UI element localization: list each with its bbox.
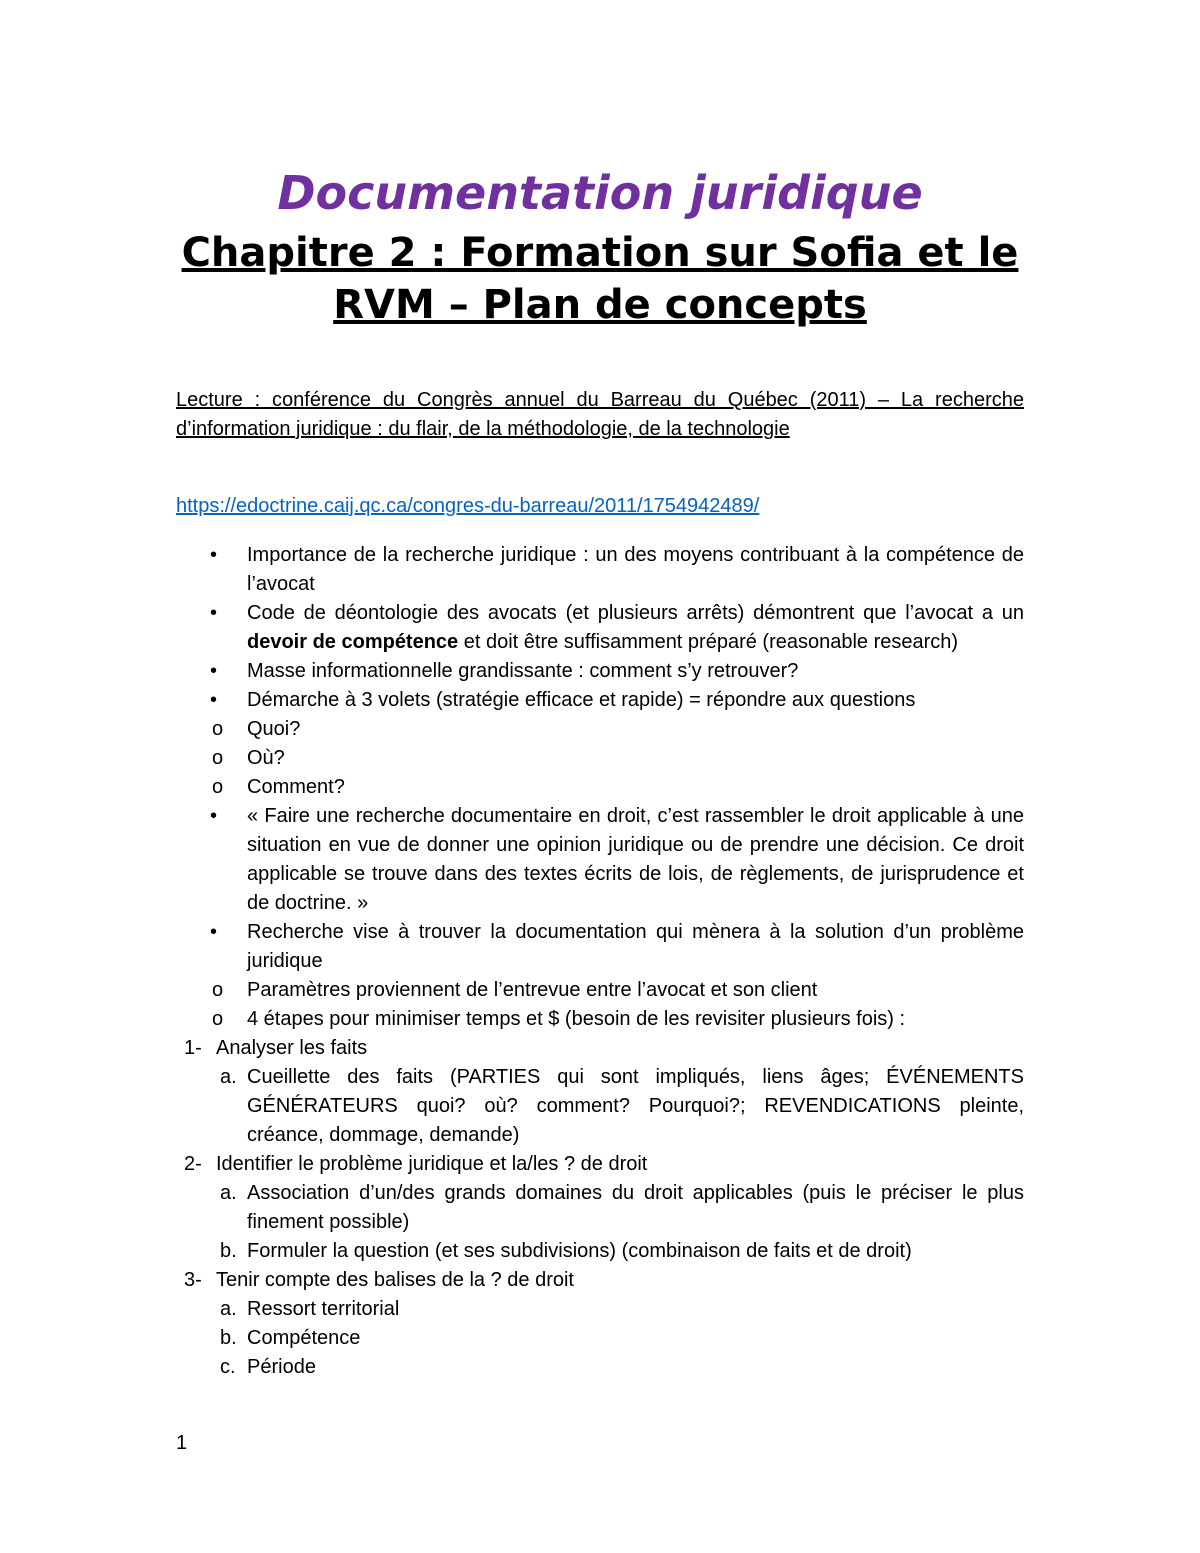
list-item: • Recherche vise à trouver la documentation qui mènera à la solution d’un problème juridique o Paramètres proviennent de l’entrevue entre l’avocat et son client o 4 étapes pour minimiser temps et $ (besoin de les revisiter plusieurs fois) : (176, 918, 1024, 1034)
step-marker: 2- (184, 1153, 202, 1175)
list-item: a. Association d’un/des grands domaines du droit applicables (puis le préciser le plus finement possible) (220, 1182, 1024, 1233)
chapter-subtitle: Chapitre 2 : Formation sur Sofia et le RVM – Plan de concepts (181, 230, 1019, 328)
document-body (176, 386, 1024, 1382)
circle-marker: o (212, 1008, 224, 1030)
list-item: o Où? (176, 744, 1024, 773)
reading-reference: Lecture : conférence du Congrès annuel du Barreau du Québec (2011) – La recherche d’information juridique : du flair, de la méthodologie, de la technologie (176, 389, 1024, 440)
list-item: • Démarche à 3 volets (stratégie efficace et rapide) = répondre aux questions o Quoi? o Où? o Comment? (176, 686, 1024, 802)
step-subitems (176, 1179, 1024, 1266)
circle-marker: o (212, 776, 224, 798)
step-item: 1- Analyser les faits a. Cueillette des faits (PARTIES qui sont impliqués, liens âges; ÉVÉNEMENTS GÉNÉRATEURS quoi? où? comment? Pourquoi?; REVENDICATIONS pleinte, créance, dommage, demande) (176, 1034, 1024, 1150)
bullet-list-1 (176, 541, 1024, 1034)
list-item: o Quoi? (176, 715, 1024, 744)
bullet-marker: • (210, 660, 218, 682)
question-list (176, 715, 1024, 802)
list-item: c. Période (220, 1356, 316, 1378)
steps-list (176, 1034, 1024, 1382)
reference-link[interactable]: https://edoctrine.caij.qc.ca/congres-du-barreau/2011/1754942489/ (176, 495, 760, 517)
list-item: b. Formuler la question (et ses subdivisions) (combinaison de faits et de droit) (220, 1240, 912, 1262)
step-marker: 3- (184, 1269, 202, 1291)
bullet-marker: • (210, 921, 218, 943)
step-item: 2- Identifier le problème juridique et la/les ? de droit a. Association d’un/des grands domaines du droit applicables (puis le préciser le plus finement possible) b. Formuler la question (et ses subdivisions) (combinaison de faits et de droit) (176, 1150, 1024, 1266)
bullet-marker: • (210, 544, 218, 566)
circle-marker: o (212, 747, 224, 769)
list-item: • Code de déontologie des avocats (et plusieurs arrêts) démontrent que l’avocat a un devoir de compétence et doit être suffisamment préparé (reasonable research) (176, 599, 1024, 657)
document-title: Documentation juridique (277, 166, 923, 220)
bullet-marker: • (210, 805, 218, 827)
list-item: a. Ressort territorial (220, 1298, 400, 1320)
step-subitems (176, 1063, 1024, 1150)
bullet-marker: • (210, 689, 218, 711)
list-item: b. Compétence (220, 1327, 361, 1349)
list-item: • Masse informationnelle grandissante : comment s’y retrouver? (176, 657, 1024, 686)
circle-marker: o (212, 979, 224, 1001)
list-item: • « Faire une recherche documentaire en droit, c’est rassembler le droit applicable à une situation en vue de donner une opinion juridique ou de prendre une décision. Ce droit applicable se trouve dans des textes écrits de lois, de règlements, de jurisprudence et de doctrine. » (176, 802, 1024, 918)
list-item: o Paramètres proviennent de l’entrevue entre l’avocat et son client (176, 976, 1024, 1005)
list-item: o 4 étapes pour minimiser temps et $ (besoin de les revisiter plusieurs fois) : (176, 1005, 1024, 1034)
emphasis-text: devoir de compétence (247, 631, 459, 653)
page-number: 1 (176, 1432, 188, 1454)
list-item: • Importance de la recherche juridique : un des moyens contribuant à la compétence de l’avocat (176, 541, 1024, 599)
circle-marker: o (212, 718, 224, 740)
step-item: 3- Tenir compte des balises de la ? de droit a. Ressort territorial b. Compétence c. Période (176, 1266, 1024, 1382)
step-subitems (176, 1295, 1024, 1382)
sub-point-list (176, 976, 1024, 1034)
list-item: a. Cueillette des faits (PARTIES qui sont impliqués, liens âges; ÉVÉNEMENTS GÉNÉRATEURS quoi? où? comment? Pourquoi?; REVENDICATIONS pleinte, créance, dommage, demande) (220, 1066, 1024, 1146)
list-item: o Comment? (176, 773, 1024, 802)
bullet-marker: • (210, 602, 218, 624)
step-marker: 1- (184, 1037, 202, 1059)
